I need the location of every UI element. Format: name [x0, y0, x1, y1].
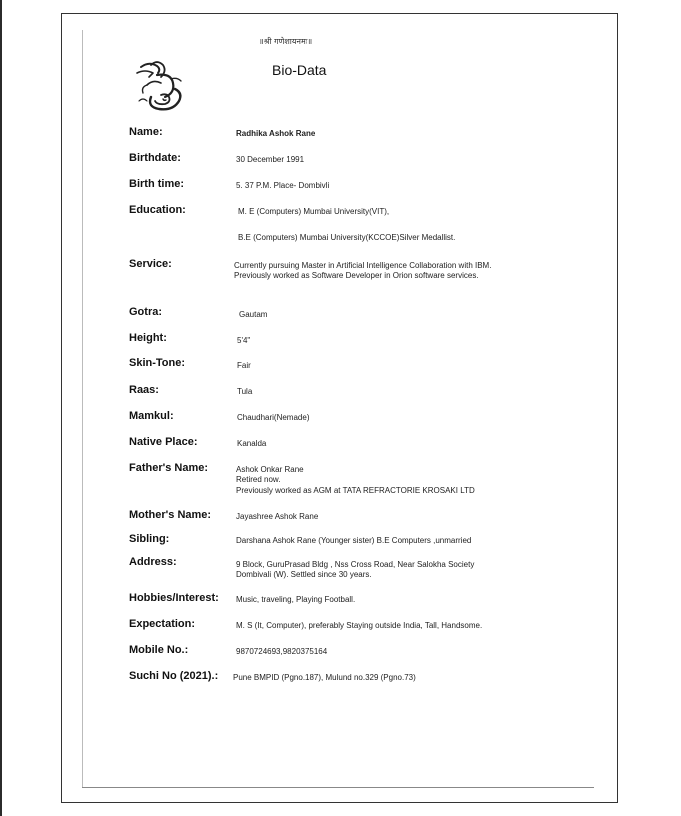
skin-tone-label: Skin-Tone: [129, 357, 186, 369]
education-line-1: M. E (Computers) Mumbai University(VIT), [238, 207, 390, 216]
expectation-label: Expectation: [129, 618, 196, 630]
name-value: Radhika Ashok Rane [236, 129, 316, 138]
mother-name-value: Jayashree Ashok Rane [236, 512, 319, 521]
address-line-1: 9 Block, GuruPrasad Bldg , Nss Cross Road, Near Salokha Society [236, 560, 475, 569]
native-place-label: Native Place: [129, 436, 198, 448]
address-label: Address: [129, 556, 177, 568]
hobbies-value: Music, traveling, Playing Football. [236, 595, 356, 604]
mother-name-label: Mother's Name: [129, 509, 212, 521]
document-title: Bio-Data [272, 62, 327, 78]
height-value: 5'4" [237, 336, 251, 345]
skin-tone-value: Fair [237, 361, 251, 370]
education-line-2: B.E (Computers) Mumbai University(KCCOE)Silver Medallist. [238, 233, 456, 242]
father-line-3: Previously worked as AGM at TATA REFRACTORIE KROSAKI LTD [236, 486, 475, 495]
raas-value: Tula [237, 387, 253, 396]
father-line-1: Ashok Onkar Rane [236, 465, 304, 474]
page-bottom-rule [82, 787, 594, 788]
father-line-2: Retired now. [236, 475, 281, 484]
mobile-label: Mobile No.: [129, 644, 189, 656]
sibling-label: Sibling: [129, 533, 170, 545]
father-name-label: Father's Name: [129, 462, 209, 474]
sibling-value: Darshana Ashok Rane (Younger sister) B.E Computers ,unmarried [236, 536, 472, 545]
hobbies-label: Hobbies/Interest: [129, 592, 219, 604]
viewer-edge-line [0, 0, 2, 816]
birth-time-value: 5. 37 P.M. Place- Dombivli [236, 181, 330, 190]
service-line-1: Currently pursuing Master in Artificial Intelligence Collaboration with IBM. [234, 261, 492, 270]
expectation-value: M. S (It, Computer), preferably Staying outside India, Tall, Handsome. [236, 621, 483, 630]
suchi-label: Suchi No (2021).: [129, 670, 219, 682]
ganesha-line-art-icon [127, 57, 199, 115]
gotra-value: Gautam [239, 310, 268, 319]
invocation-text: ॥श्री गणेशायनमः॥ [259, 37, 313, 46]
education-label: Education: [129, 204, 186, 216]
mobile-value: 9870724693,9820375164 [236, 647, 328, 656]
gotra-label: Gotra: [129, 306, 162, 318]
birthdate-value: 30 December 1991 [236, 155, 305, 164]
name-label: Name: [129, 126, 163, 138]
suchi-value: Pune BMPID (Pgno.187), Mulund no.329 (Pgno.73) [233, 673, 416, 682]
service-line-2: Previously worked as Software Developer in Orion software services. [234, 271, 479, 280]
page-inner-left-rule [82, 30, 83, 787]
mamkul-label: Mamkul: [129, 410, 174, 422]
birth-time-label: Birth time: [129, 178, 184, 190]
service-label: Service: [129, 258, 172, 270]
height-label: Height: [129, 332, 167, 344]
address-line-2: Dombivali (W). Settled since 30 years. [236, 570, 372, 579]
raas-label: Raas: [129, 384, 159, 396]
mamkul-value: Chaudhari(Nemade) [237, 413, 310, 422]
birthdate-label: Birthdate: [129, 152, 181, 164]
native-place-value: Kanalda [237, 439, 267, 448]
